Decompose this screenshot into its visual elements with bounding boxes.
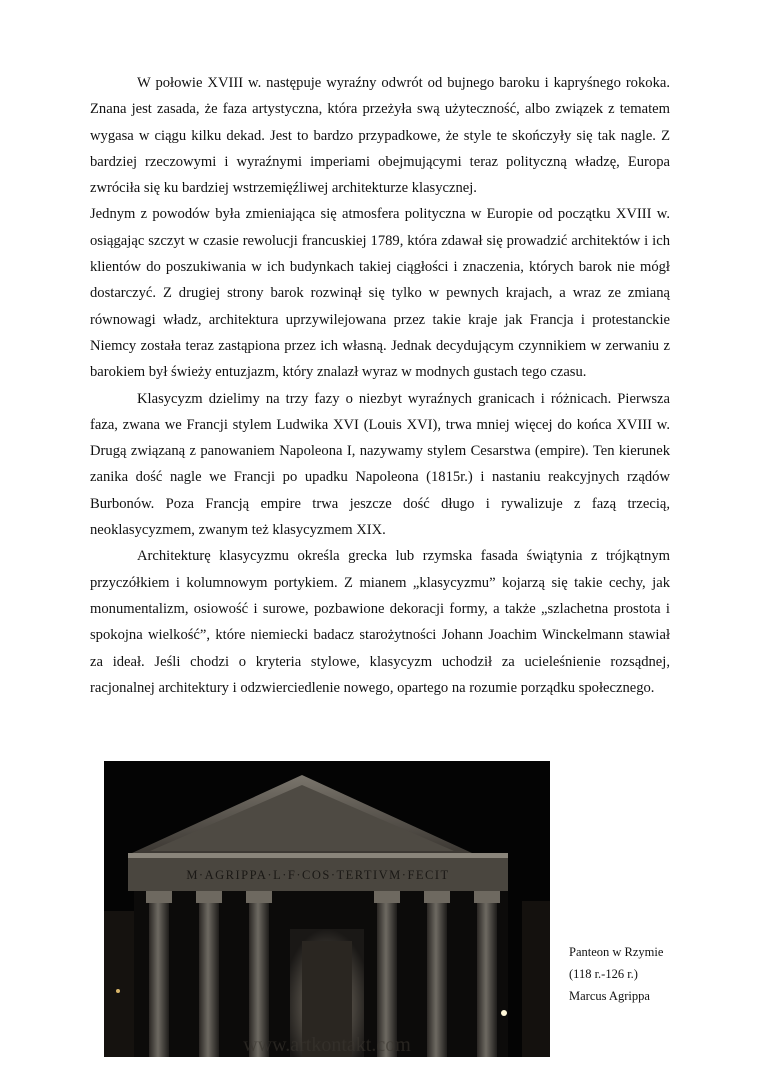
street-light bbox=[501, 1010, 507, 1016]
paragraph-1: W połowie XVIII w. następuje wyraźny odwrót od bujnego baroku i kapryśnego rokoka. Znana jest zasada, że faza artystyczna, która przeżyła swą użyteczność, albo związek z tematem wygasa w ciągu kilku dekad. Jest to bardzo przypadkowe, że style te skończyły się tak nagle. Z bardziej rzeczowymi i wyraźnymi imperiami obejmującymi teraz polityczną władzę, Europa zwróciła się ku bardziej wstrzemięźliwej architekturze klasycznej. bbox=[90, 75, 670, 197]
pantheon-photo bbox=[104, 761, 550, 1057]
inscription: M·AGRIPPA·L·F·COS·TERTIVM·FECIT bbox=[186, 868, 450, 882]
caption-author: Marcus Agrippa bbox=[569, 989, 650, 1003]
caption-title: Panteon w Rzymie bbox=[569, 945, 664, 959]
body-text bbox=[90, 70, 670, 701]
paragraph-4: Architekturę klasycyzmu określa grecka lub rzymska fasada świątynia z trójkątnym przyczółkiem i kolumnowym portykiem. Z mianem „klasycyzmu” kojarzą się takie cechy, jak monumentalizm, osiowość i surowe, pozbawione dekoracji formy, a także „szlachetna prostota i spokojna wielkość”, które niemiecki badacz starożytności Johann Joachim Winckelmann stawiał za ideał. Jeśli chodzi o kryteria stylowe, klasycyzm uchodził za ucieleśnienie rozsądnej, racjonalnej architektury i odzwierciedlenie nowego, opartego na rozumie porządku społecznego. bbox=[90, 548, 670, 696]
paragraph-2: Jednym z powodów była zmieniająca się atmosfera polityczna w Europie od początku XVIII w. osiągając szczyt w czasie rewolucji francuskiej 1789, która zdawał się prowadzić architektów i ich klientów do poszukiwania w ich budynkach takiej ciągłości i znaczenia, których barok nie mógł dostarczyć. Z drugiej strony barok rozwinął się tylko w pewnych krajach, a wraz ze zmianą równowagi władz, architektura uprzywilejowana przez takie kraje jak Francja i protestanckie Niemcy została teraz zastąpiona przez ich własną. Jednak decydującym czynnikiem w zerwaniu z barokiem był świeży entuzjazm, który znalazł wyraz w modnych gustach tego czasu. bbox=[90, 206, 670, 381]
photo-caption bbox=[569, 941, 709, 1007]
watermark: www.artkontakt.com bbox=[243, 1034, 411, 1056]
caption-dates: (118 r.-126 r.) bbox=[569, 967, 638, 981]
paragraph-3: Klasycyzm dzielimy na trzy fazy o niezbyt wyraźnych granicach i różnicach. Pierwsza faza, zwana we Francji stylem Ludwika XVI (Louis XVI), trwa mniej więcej do końca XVIII w. Drugą związaną z panowaniem Napoleona I, nazywamy stylem Cesarstwa (empire). Ten kierunek zanika dość nagle we Francji po upadku Napoleona (1815r.) i nastaniu reakcyjnych rządów Burbonów. Poza Francją empire trwa jeszcze dość długo i rywalizuje z fazą trzecią, neoklasycyzmem, zwanym też klasycyzmem XIX. bbox=[90, 390, 670, 539]
